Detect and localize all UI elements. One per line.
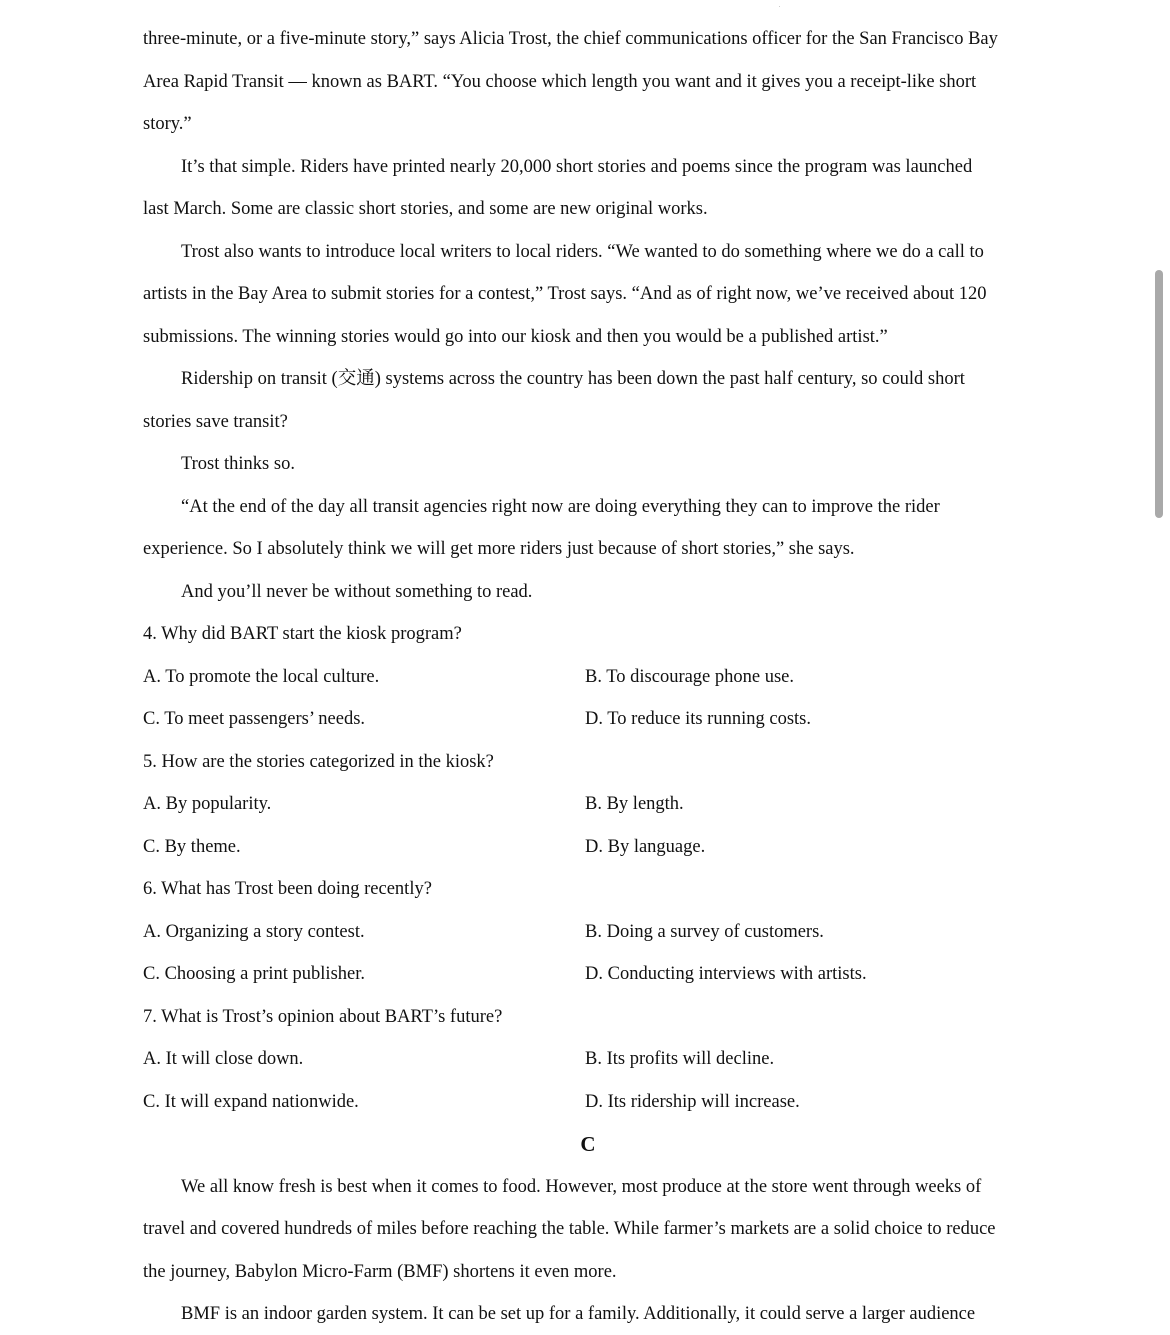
option-d: D. To reduce its running costs.: [585, 709, 811, 729]
passage-b-line: Trost also wants to introduce local writers to local riders. “We wanted to do something where we do a call to: [181, 241, 984, 262]
passage-c-line: travel and covered hundreds of miles before reaching the table. While farmer’s markets are a solid choice to reduce: [143, 1219, 996, 1239]
option-row: [143, 1081, 1033, 1124]
passage-b-line: It’s that simple. Riders have printed nearly 20,000 short stories and poems since the program was launched: [181, 156, 973, 177]
passage-b-line: And you’ll never be without something to read.: [181, 581, 533, 602]
option-b: B. Doing a survey of customers.: [585, 921, 824, 942]
question-stem: 6. What has Trost been doing recently?: [143, 879, 432, 899]
passage-b-line: artists in the Bay Area to submit stories for a contest,” Trost says. “And as of right now, we’ve received about 120: [143, 284, 987, 304]
option-row: [143, 698, 1033, 741]
option-d: D. Conducting interviews with artists.: [585, 964, 867, 984]
option-c: C. Choosing a print publisher.: [143, 964, 365, 984]
passage-c-line: We all know fresh is best when it comes to food. However, most produce at the store went through weeks of: [181, 1176, 982, 1197]
passage-b-line: Ridership on transit (交通) systems across the country has been down the past half century, so could short: [181, 369, 965, 389]
option-d: D. By language.: [585, 836, 706, 857]
option-row: [143, 826, 1033, 869]
option-c: C. By theme.: [143, 836, 241, 857]
passage-c-line: BMF is an indoor garden system. It can be set up for a family. Additionally, it could serve a larger audience: [181, 1304, 976, 1324]
passage-b-line: experience. So I absolutely think we will get more riders just because of short stories,” she says.: [143, 539, 855, 559]
section-heading: C: [580, 1132, 596, 1156]
option-row: [143, 783, 1033, 826]
option-row: [143, 1038, 1033, 1081]
option-d: D. Its ridership will increase.: [585, 1091, 800, 1112]
option-a: A. Organizing a story contest.: [143, 921, 365, 942]
passage-b-line: submissions. The winning stories would go into our kiosk and then you would be a published artist.”: [143, 326, 888, 347]
document-content: [143, 18, 1033, 1335]
option-row: [143, 656, 1033, 699]
passage-b-line: three-minute, or a five-minute story,” says Alicia Trost, the chief communications officer for the San Francisco Bay: [143, 29, 998, 49]
page-speck: [779, 6, 780, 7]
option-c: C. To meet passengers’ needs.: [143, 709, 366, 729]
option-c: C. It will expand nationwide.: [143, 1091, 359, 1112]
option-a: A. It will close down.: [143, 1049, 304, 1069]
option-row: [143, 911, 1033, 954]
option-row: [143, 953, 1033, 996]
passage-b-line: Area Rapid Transit — known as BART. “You choose which length you want and it gives you a receipt-like short: [143, 71, 977, 92]
passage-b-line: Trost thinks so.: [181, 454, 295, 474]
passage-c-line: the journey, Babylon Micro-Farm (BMF) shortens it even more.: [143, 1261, 617, 1282]
question-stem: 4. Why did BART start the kiosk program?: [143, 624, 462, 644]
passage-b-line: last March. Some are classic short stories, and some are new original works.: [143, 199, 708, 219]
passage-b-line: stories save transit?: [143, 411, 288, 432]
option-b: B. To discourage phone use.: [585, 666, 795, 687]
option-a: A. By popularity.: [143, 794, 272, 814]
question-stem: 5. How are the stories categorized in the kiosk?: [143, 751, 494, 772]
option-a: A. To promote the local culture.: [143, 666, 380, 687]
scrollbar-thumb[interactable]: [1155, 270, 1163, 518]
option-b: B. By length.: [585, 794, 684, 814]
vertical-scrollbar[interactable]: [1148, 0, 1170, 1335]
question-stem: 7. What is Trost’s opinion about BART’s future?: [143, 1006, 503, 1027]
passage-b-line: “At the end of the day all transit agencies right now are doing everything they can to improve the rider: [181, 496, 940, 517]
option-b: B. Its profits will decline.: [585, 1049, 775, 1069]
passage-b-line: story.”: [143, 114, 192, 134]
